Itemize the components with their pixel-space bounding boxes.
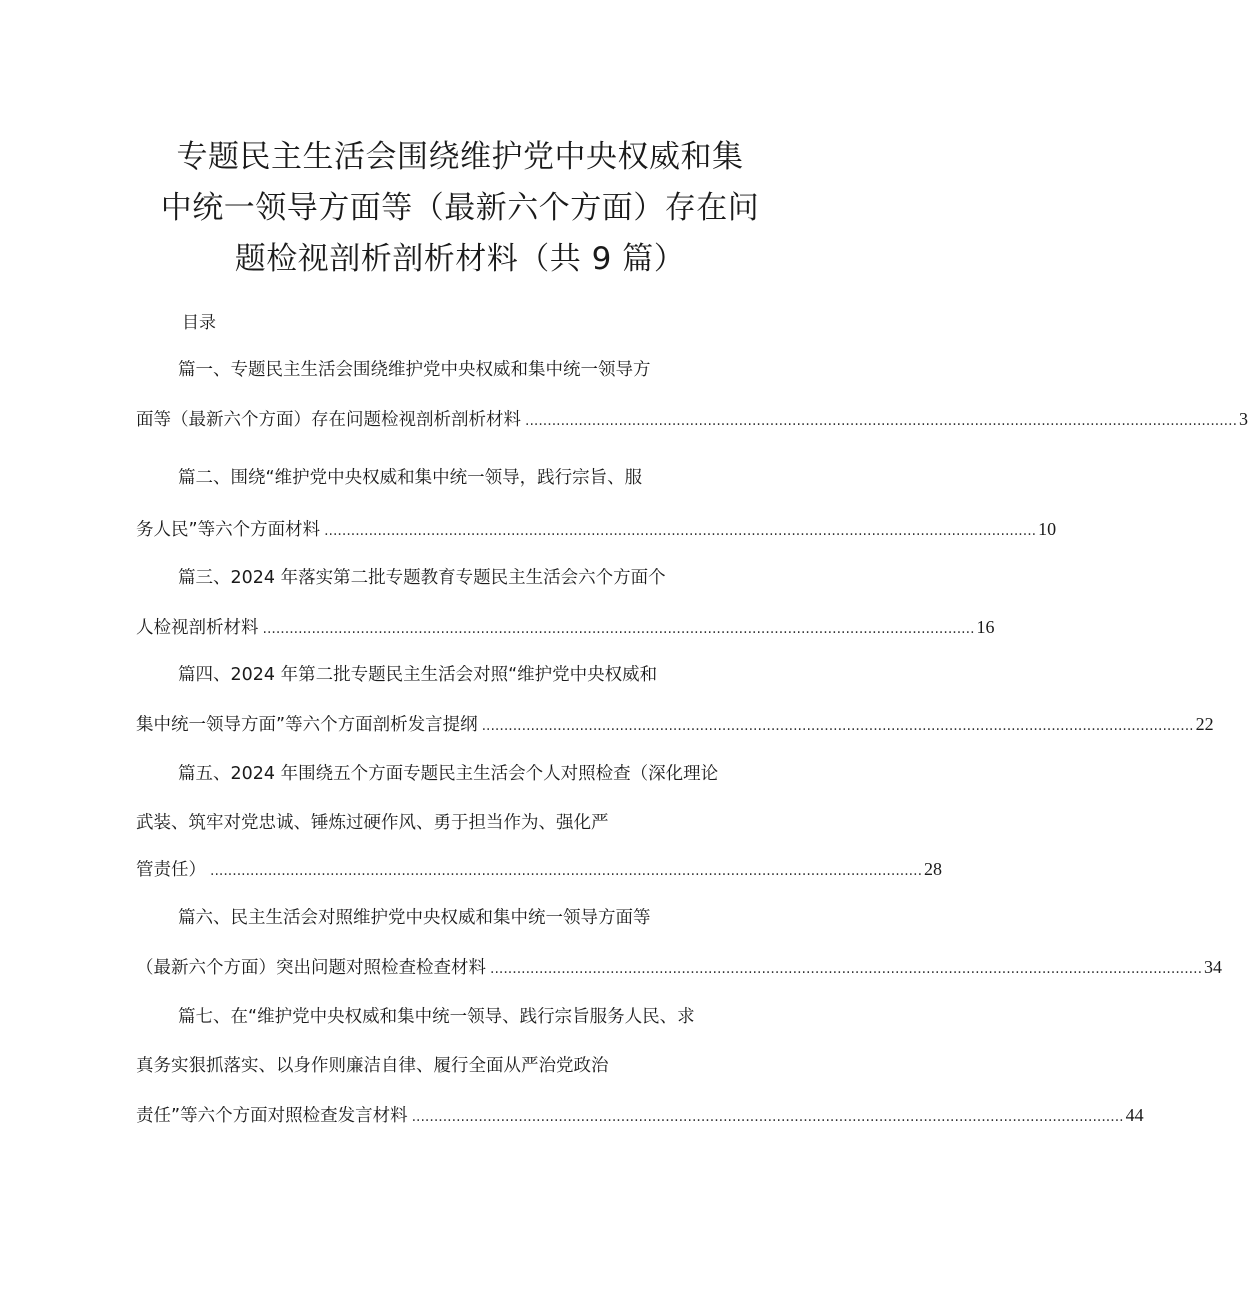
title-line-1: 专题民主生活会围绕维护党中央权威和集 bbox=[176, 139, 744, 175]
toc-leader-dots: ................................................................................................................................................................ bbox=[481, 718, 1194, 734]
toc-entry-5-line-1[interactable]: 篇五、2024 年围绕五个方面专题民主生活会个人对照检查（深化理论 bbox=[178, 764, 719, 784]
toc-entry-2-page: 10 bbox=[1038, 519, 1057, 539]
toc-entry-4-page: 22 bbox=[1195, 714, 1214, 734]
title-line-2: 中统一领导方面等（最新六个方面）存在问 bbox=[160, 190, 760, 226]
toc-entry-1-text: 面等（最新六个方面）存在问题检视剖析剖析材料 bbox=[136, 410, 521, 430]
toc-entry-5-line-2[interactable]: 武装、筑牢对党忠诚、锤炼过硬作风、勇于担当作为、强化严 bbox=[136, 813, 609, 833]
toc-entry-2-line-1[interactable]: 篇二、围绕“维护党中央权威和集中统一领导，践行宗旨、服 bbox=[178, 468, 643, 488]
toc-entry-3-text: 人检视剖析材料 bbox=[136, 618, 259, 638]
document-title bbox=[0, 132, 920, 285]
toc-entry-3-line-1[interactable]: 篇三、2024 年落实第二批专题教育专题民主生活会六个方面个 bbox=[178, 568, 666, 588]
toc-entry-5-last-line[interactable] bbox=[136, 857, 943, 883]
toc-leader-dots: ................................................................................................................................................................ bbox=[324, 523, 1037, 539]
toc-entry-7-text: 责任”等六个方面对照检查发言材料 bbox=[136, 1106, 408, 1126]
toc-entry-7-line-2[interactable]: 真务实狠抓落实、以身作则廉洁自律、履行全面从严治党政治 bbox=[136, 1056, 609, 1076]
toc-leader-dots: ................................................................................................................................................................ bbox=[210, 863, 923, 879]
toc-entry-3-page: 16 bbox=[976, 617, 995, 637]
toc-leader-dots: ................................................................................................................................................................ bbox=[411, 1109, 1124, 1125]
toc-entry-4-line-1[interactable]: 篇四、2024 年第二批专题民主生活会对照“维护党中央权威和 bbox=[178, 665, 658, 685]
toc-leader-dots: ................................................................................................................................................................ bbox=[262, 621, 975, 637]
toc-heading: 目录 bbox=[182, 313, 216, 333]
toc-entry-4-last-line[interactable] bbox=[136, 712, 1214, 738]
toc-entry-2-text: 务人民”等六个方面材料 bbox=[136, 520, 321, 540]
toc-entry-5-text: 管责任） bbox=[136, 860, 206, 880]
toc-entry-1-line-1[interactable]: 篇一、专题民主生活会围绕维护党中央权威和集中统一领导方 bbox=[178, 360, 651, 380]
toc-entry-4-text: 集中统一领导方面”等六个方面剖析发言提纲 bbox=[136, 715, 478, 735]
toc-entry-7-page: 44 bbox=[1125, 1105, 1144, 1125]
toc-entry-7-line-1[interactable]: 篇七、在“维护党中央权威和集中统一领导、践行宗旨服务人民、求 bbox=[178, 1007, 695, 1027]
toc-entry-6-last-line[interactable] bbox=[136, 955, 1223, 981]
toc-entry-3-last-line[interactable] bbox=[136, 615, 995, 641]
toc-entry-6-text: （最新六个方面）突出问题对照检查检查材料 bbox=[136, 958, 486, 978]
toc-entry-6-line-1[interactable]: 篇六、民主生活会对照维护党中央权威和集中统一领导方面等 bbox=[178, 908, 651, 928]
toc-leader-dots: ................................................................................................................................................................ bbox=[490, 961, 1203, 977]
toc-entry-5-page: 28 bbox=[924, 859, 943, 879]
toc-entry-1-last-line[interactable] bbox=[136, 407, 1248, 433]
title-line-3: 题检视剖析剖析材料（共 9 篇） bbox=[234, 241, 686, 277]
toc-entry-6-page: 34 bbox=[1204, 957, 1223, 977]
toc-entry-2-last-line[interactable] bbox=[136, 517, 1057, 543]
toc-leader-dots: ................................................................................................................................................................ bbox=[525, 413, 1238, 429]
toc-entry-1-page: 3 bbox=[1239, 409, 1248, 429]
toc-entry-7-last-line[interactable] bbox=[136, 1103, 1144, 1129]
